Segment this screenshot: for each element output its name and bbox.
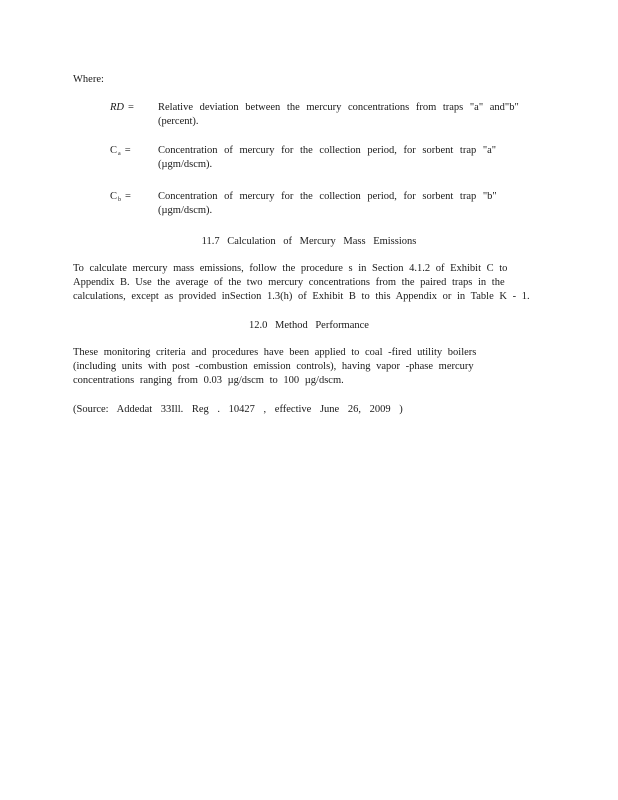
paragraph-line: To calculate mercury mass emissions, follow the procedure s in Section 4.1.2 of Exhibit C to bbox=[73, 263, 508, 274]
paragraph-line: calculations, except as provided inSection 1.3(h) of Exhibit B to this Appendix or in Table K - 1. bbox=[73, 291, 530, 302]
paragraph-mass-emissions bbox=[73, 262, 543, 304]
source-note: (Source: Addedat 33Ill. Reg . 10427 , effective June 26, 2009 ) bbox=[73, 404, 403, 415]
section-heading-11-7: 11.7 Calculation of Mercury Mass Emissions bbox=[201, 236, 417, 247]
definition-text: Concentration of mercury for the collection period, for sorbent trap "a" (µgm/dscm). bbox=[158, 145, 497, 170]
paragraph-line: These monitoring criteria and procedures have been applied to coal -fired utility boilers bbox=[73, 347, 477, 358]
paragraph-line: (including units with post -combustion emission controls), having vapor -phase mercury bbox=[73, 361, 474, 372]
paragraph-line: concentrations ranging from 0.03 µg/dscm to 100 µg/dscm. bbox=[73, 375, 344, 386]
definition-text: Relative deviation between the mercury concentrations from traps "a" and"b" (percent). bbox=[158, 102, 519, 127]
paragraph-method-performance bbox=[73, 346, 543, 388]
paragraph-line: Appendix B. Use the average of the two mercury concentrations from the paired traps in the bbox=[73, 277, 505, 288]
section-heading-12-0: 12.0 Method Performance bbox=[249, 320, 369, 331]
definition-term: RD = bbox=[110, 102, 134, 113]
where-label: Where: bbox=[73, 74, 104, 85]
definition-term: $C_b$ = bbox=[110, 191, 131, 203]
definition-text: Concentration of mercury for the collection period, for sorbent trap "b" (µgm/dscm). bbox=[158, 191, 497, 216]
definition-term: $C_a$ = bbox=[110, 145, 131, 157]
